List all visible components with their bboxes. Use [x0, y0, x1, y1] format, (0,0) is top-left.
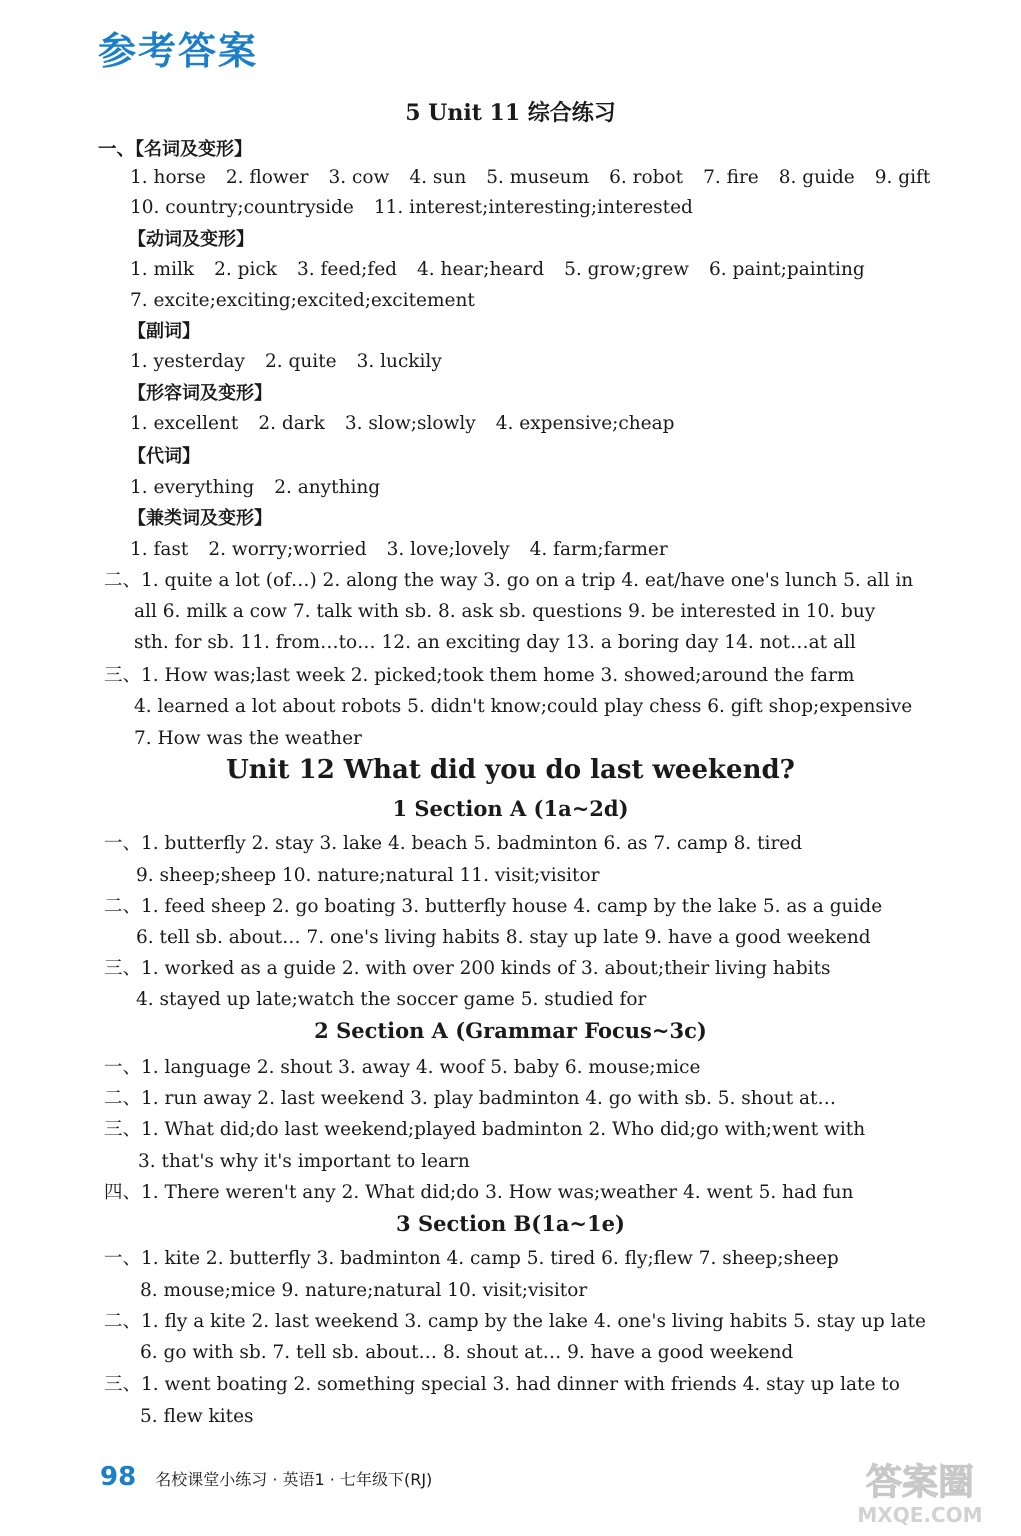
s1-part3-line2: 4. stayed up late;watch the soccer game 5. studied for — [136, 989, 647, 1010]
section-3-title: 3 Section B(1a~1e) — [396, 1211, 625, 1236]
answer: 11. interest;interesting;interested — [373, 197, 693, 218]
answer: 6. robot — [609, 167, 684, 188]
answer: 3. cow — [328, 167, 390, 188]
pronouns-row — [130, 476, 400, 500]
answer: 10. country;countryside — [130, 197, 354, 218]
s3-part1-line1: 一、1. kite 2. butterfly 3. badminton 4. camp 5. tired 6. fly;flew 7. sheep;sheep — [104, 1248, 839, 1269]
answer: 2. flower — [225, 167, 309, 188]
section-1-title: 1 Section A (1a~2d) — [392, 796, 629, 821]
nouns-row-2 — [130, 196, 713, 220]
s2-part2: 二、1. run away 2. last weekend 3. play badminton 4. go with sb. 5. shout at… — [104, 1088, 836, 1109]
pronouns-heading: 【代词】 — [128, 446, 200, 467]
page-header-title: 参考答案 — [98, 29, 259, 73]
answer: 1. fast — [130, 539, 189, 560]
watermark-logo — [845, 1452, 995, 1528]
answer: 1. horse — [130, 167, 206, 188]
s3-part2-line1: 二、1. fly a kite 2. last weekend 3. camp by the lake 4. one's living habits 5. stay up late — [104, 1311, 926, 1332]
adjectives-row — [130, 412, 695, 436]
s3-part2-line2: 6. go with sb. 7. tell sb. about… 8. shout at… 9. have a good weekend — [140, 1342, 794, 1363]
answer: 9. gift — [874, 167, 931, 188]
book-info: 名校课堂小练习 · 英语1 · 七年级下(RJ) — [155, 1470, 433, 1489]
unit11-part2-line3: sth. for sb. 11. from…to… 12. an exciting day 13. a boring day 14. not…at all — [134, 632, 856, 653]
nouns-heading: 【名词及变形】 — [135, 139, 253, 160]
answer: 2. worry;worried — [208, 539, 367, 560]
unit11-part3-line3: 7. How was the weather — [134, 728, 362, 749]
page-footer — [100, 1462, 432, 1492]
answer: 3. slow;slowly — [344, 413, 476, 434]
answer: 2. dark — [258, 413, 325, 434]
s1-part2-line1: 二、1. feed sheep 2. go boating 3. butterfly house 4. camp by the lake 5. as a guide — [104, 896, 883, 917]
answer: 5. grow;grew — [564, 259, 689, 280]
part-label: 一、 — [98, 139, 136, 160]
answer: 4. sun — [409, 167, 467, 188]
answer: 4. hear;heard — [417, 259, 545, 280]
s2-part1: 一、1. language 2. shout 3. away 4. woof 5. baby 6. mouse;mice — [104, 1057, 701, 1078]
answer: 2. pick — [214, 259, 277, 280]
verbs-row-2 — [130, 289, 495, 313]
s1-part2-line2: 6. tell sb. about… 7. one's living habits 8. stay up late 9. have a good weekend — [136, 927, 871, 948]
verbs-heading: 【动词及变形】 — [128, 229, 254, 250]
section-2-title: 2 Section A (Grammar Focus~3c) — [314, 1018, 707, 1043]
unit11-part2-line1: 二、1. quite a lot (of…) 2. along the way 3. go on a trip 4. eat/have one's lunch 5. all in — [104, 570, 914, 591]
s2-part4: 四、1. There weren't any 2. What did;do 3. How was;weather 4. went 5. had fun — [104, 1182, 854, 1203]
multi-class-heading: 【兼类词及变形】 — [128, 508, 272, 529]
answer: 7. excite;exciting;excited;excitement — [130, 290, 475, 311]
s2-part3-line2: 3. that's why it's important to learn — [138, 1151, 470, 1172]
answer: 1. everything — [130, 477, 255, 498]
answer: 2. anything — [274, 477, 381, 498]
multi-class-row — [130, 538, 688, 562]
answer: 5. museum — [486, 167, 590, 188]
answer: 7. fire — [703, 167, 759, 188]
s3-part3-line1: 三、1. went boating 2. something special 3. had dinner with friends 4. stay up late to — [104, 1374, 900, 1395]
answer: 3. luckily — [356, 351, 442, 372]
unit11-part3-line1: 三、1. How was;last week 2. picked;took them home 3. showed;around the farm — [104, 665, 855, 686]
answer: 3. love;lovely — [386, 539, 510, 560]
svg-text:答案圈: 答案圈 — [865, 1462, 975, 1503]
s3-part3-line2: 5. flew kites — [140, 1406, 254, 1427]
answer: 1. excellent — [130, 413, 239, 434]
answer: 6. paint;painting — [709, 259, 865, 280]
unit11-part3-line2: 4. learned a lot about robots 5. didn't know;could play chess 6. gift shop;expensive — [134, 696, 913, 717]
unit11-part2-line2: all 6. milk a cow 7. talk with sb. 8. ask sb. questions 9. be interested in 10. buy — [134, 601, 876, 622]
adverbs-row — [130, 350, 462, 374]
answer: 3. feed;fed — [297, 259, 397, 280]
s1-part3-line1: 三、1. worked as a guide 2. with over 200 kinds of 3. about;their living habits — [104, 958, 831, 979]
unit12-title: Unit 12 What did you do last weekend? — [226, 755, 795, 785]
s3-part1-line2: 8. mouse;mice 9. nature;natural 10. visit;visitor — [140, 1280, 588, 1301]
answer: 4. expensive;cheap — [495, 413, 675, 434]
adjectives-heading: 【形容词及变形】 — [128, 383, 272, 404]
answer: 4. farm;farmer — [529, 539, 668, 560]
answer: 1. milk — [130, 259, 195, 280]
answer: 2. quite — [264, 351, 337, 372]
s1-part1-line1: 一、1. butterfly 2. stay 3. lake 4. beach 5. badminton 6. as 7. camp 8. tired — [104, 833, 803, 854]
page-number: 98 — [100, 1462, 137, 1492]
svg-text:MXQE.COM: MXQE.COM — [857, 1503, 983, 1527]
nouns-row-1 — [130, 166, 950, 190]
verbs-row-1 — [130, 258, 885, 282]
adverbs-heading: 【副词】 — [128, 321, 200, 342]
unit11-title: 5 Unit 11 综合练习 — [405, 100, 616, 126]
answer: 1. yesterday — [130, 351, 245, 372]
s1-part1-line2: 9. sheep;sheep 10. nature;natural 11. visit;visitor — [136, 865, 600, 886]
unit11-part1 — [98, 138, 272, 162]
answer: 8. guide — [778, 167, 855, 188]
s2-part3-line1: 三、1. What did;do last weekend;played badminton 2. Who did;go with;went with — [104, 1119, 866, 1140]
